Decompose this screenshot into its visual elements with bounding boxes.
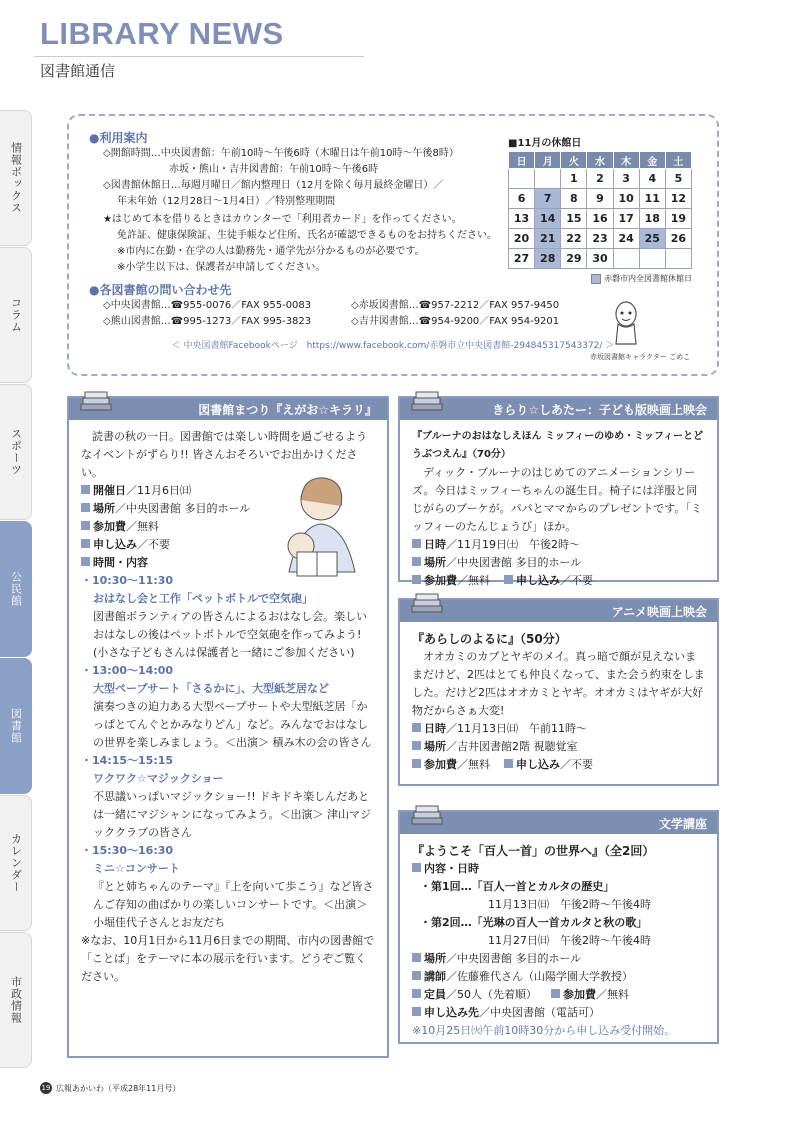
session-1-title: ・第1回…「百人一首とカルタの歴史」 (420, 880, 615, 893)
books-icon (410, 388, 444, 416)
card-notice: ★はじめて本を借りるときはカウンターで「利用者カード」を作ってください。 (103, 214, 462, 225)
festival-intro: 読書の秋の一日。図書館では楽しい時間を過ごせるようなイベントがずらり!! 皆さんおそろいでお出かけください。 (81, 430, 367, 479)
facebook-link[interactable]: ＜ 中央図書館Facebookページ https://www.facebook.com/赤磐市立中央図書館-294845317543372/ ＞ (171, 341, 615, 351)
anime-place: 場所／吉井図書館2階 視聴覚室 (412, 738, 705, 756)
session-2-title: ・第2回…「光琳の百人一首カルタと秋の歌」 (420, 916, 648, 929)
calendar-closed-day: 28 (535, 249, 561, 269)
lecture-course-title: 『ようこそ「百人一首」の世界へ』（全2回） (412, 844, 655, 858)
page-number: 19 (41, 1084, 51, 1092)
closed-days: ◇図書館休館日…毎週月曜日／館内整理日（12月を除く毎月最終金曜日）／ (103, 180, 444, 191)
festival-time-label: 時間・内容 (81, 554, 271, 572)
calendar-day: 15 (561, 209, 587, 229)
calendar-day: 6 (509, 189, 535, 209)
calendar-day: 24 (613, 229, 639, 249)
anime-date: 日時／11月13日㈰ 午前11時〜 (412, 720, 705, 738)
festival-note: ※なお、10月1日から11月6日までの期間、市内の図書館で「ことば」をテーマに本の展示を行います。どうぞご覧ください。 (81, 934, 375, 983)
calendar-day: 20 (509, 229, 535, 249)
calendar-closed-day: 7 (535, 189, 561, 209)
program-item: ・15:30〜16:30 ミニ☆コンサート 『とと姉ちゃんのテーマ』『上を向いて歩こう』など皆さんご存知の曲ばかりの楽しいコンサートです。＜出演＞ 小堀佳代子さんとお友だち (81, 844, 374, 929)
kirari-body (400, 420, 717, 598)
calendar-closed-day: 21 (535, 229, 561, 249)
kirari-film-title: 『ブルーナのおはなしえほん ミッフィーのゆめ・ミッフィーとどうぶつえん』（70分） (412, 431, 704, 460)
festival-place: 場所／中央図書館 多目的ホール (81, 500, 271, 518)
calendar-day: 10 (613, 189, 639, 209)
calendar-closed-day: 14 (535, 209, 561, 229)
contact-akasaka: ◇赤坂図書館…☎957-2212／FAX 957-9450 (351, 300, 560, 311)
calendar-day: 17 (613, 209, 639, 229)
calendar-day (665, 249, 691, 269)
calendar-day: 29 (561, 249, 587, 269)
calendar-day-header: 水 (587, 152, 613, 169)
kirari-panel (398, 396, 719, 587)
calendar-day: 4 (639, 169, 665, 189)
books-icon (410, 590, 444, 618)
calendar-day: 5 (665, 169, 691, 189)
calendar-day: 26 (665, 229, 691, 249)
festival-date: 開催日／11月6日㈰ (81, 482, 271, 500)
anime-body (400, 622, 717, 782)
legend-swatch (591, 274, 601, 284)
calendar-day (613, 249, 639, 269)
kirari-title: きらり☆しあたー：子ども版映画上映会 (492, 403, 707, 417)
legend-label: 赤磐市内全図書館休館日 (604, 274, 692, 283)
tab-library[interactable]: 図書館 (0, 658, 32, 794)
calendar-day-header: 火 (561, 152, 587, 169)
lecture-capacity-fee: 定員／50人（先着順） 参加費／無料 (412, 986, 705, 1004)
kirari-header (400, 398, 717, 420)
kirari-place: 場所／中央図書館 多目的ホール (412, 554, 705, 572)
calendar-day (509, 169, 535, 189)
header-divider (34, 56, 364, 57)
festival-apply: 申し込み／不要 (81, 536, 271, 554)
program-item: ・13:00〜14:00 大型ペープサート「さるかに」、大型紙芝居など 演奏つきの迫力ある大型ペープサートや大型紙芝居「かっぱとてんぐとかみなりどん」など。みんなでおはなしの世界を楽しみましょう。＜出演＞ 積み木の会の皆さん (81, 664, 372, 749)
calendar-day: 30 (587, 249, 613, 269)
calendar-week (509, 169, 692, 189)
calendar-week (509, 209, 692, 229)
contact-yoshii: ◇吉井図書館…☎954-9200／FAX 954-9201 (351, 316, 560, 327)
calendar-day: 2 (587, 169, 613, 189)
lecture-note: ※10月25日㈫午前10時30分から申し込み受付開始。 (412, 1024, 676, 1037)
session-2-date: 11月27日㈰ 午後2時〜午後4時 (488, 934, 651, 947)
calendar-day: 13 (509, 209, 535, 229)
lecture-content-label: 内容・日時 (412, 860, 705, 878)
tab-calendar[interactable]: カレンダー (0, 795, 32, 931)
anime-panel (398, 598, 719, 786)
lecture-place: 場所／中央図書館 多目的ホール (412, 950, 705, 968)
calendar-day: 23 (587, 229, 613, 249)
festival-panel (67, 396, 389, 1058)
contact-chuo: ◇中央図書館…☎955-0076／FAX 955-0083 (103, 300, 312, 311)
program-item: ・10:30〜11:30 おはなし会と工作「ペットボトルで空気砲」 図書館ボランティアの皆さんによるおはなし会。楽しいおはなしの後はペットボトルで空気砲を作ってみよう! (小さな子どもさんは保護者と一緒にご参加ください) (81, 574, 368, 659)
calendar-day: 18 (639, 209, 665, 229)
calendar-day: 22 (561, 229, 587, 249)
page-title: LIBRARY NEWS (40, 16, 284, 51)
calendar-week (509, 229, 692, 249)
calendar-week (509, 249, 692, 269)
calendar-day (535, 169, 561, 189)
closed-days-cont: 年末年始（12月28日〜1月4日）／特別整理期間 (117, 196, 336, 207)
lecture-title: 文学講座 (658, 817, 707, 831)
calendar-day: 3 (613, 169, 639, 189)
calendar-day: 9 (587, 189, 613, 209)
books-icon (410, 802, 444, 830)
books-icon (79, 388, 113, 416)
program-list (81, 572, 375, 932)
card-resident-note: ※市内に在勤・在学の人は勤務先・通学先が分かるものが必要です。 (117, 246, 425, 257)
festival-body (69, 420, 387, 994)
calendar-day-header: 日 (509, 152, 535, 169)
kirari-fee-apply: 参加費／無料 申し込み／不要 (412, 572, 705, 590)
mascot-illustration (606, 300, 646, 348)
tab-community-hall[interactable]: 公民館 (0, 521, 32, 657)
page-footer (40, 1082, 180, 1094)
anime-description: オオカミのカブとヤギのメイ。真っ暗で顔が見えないままだけど、2匹はとても仲良くなって、また会う約束をしました。だけど2匹はオオカミとヤギ。オオカミはヤギが大好物だからさぁ大変! (412, 650, 705, 717)
lecture-lecturer: 講師／佐藤雅代さん（山陽学園大学教授） (412, 968, 705, 986)
anime-fee-apply: 参加費／無料 申し込み／不要 (412, 756, 705, 774)
calendar-day: 8 (561, 189, 587, 209)
publication-name: 広報あかいわ（平成28年11月号） (56, 1083, 181, 1093)
contact-heading: ●各図書館の問い合わせ先 (89, 283, 232, 297)
calendar-day: 16 (587, 209, 613, 229)
calendar-day: 1 (561, 169, 587, 189)
tab-column[interactable]: コラム (0, 247, 32, 383)
side-tabs (0, 110, 32, 1069)
page-subtitle: 図書館通信 (40, 62, 116, 80)
anime-title: アニメ映画上映会 (611, 605, 707, 619)
kirari-description: ディック・ブルーナのはじめてのアニメーションシリーズ。今日はミッフィーちゃんの誕生日。椅子には洋服と同じがらのブーケが。パパとママからのプレゼントです。「ミッフィーのたんじょうび」ほか。 (412, 466, 702, 533)
tab-info-box[interactable]: 情報ボックス (0, 110, 32, 246)
tab-sports[interactable]: スポーツ (0, 384, 32, 520)
calendar-day (639, 249, 665, 269)
lecture-header (400, 812, 717, 834)
calendar-day-header: 木 (613, 152, 639, 169)
session-1-date: 11月13日㈰ 午後2時〜午後4時 (488, 898, 651, 911)
opening-hours: ◇開館時間…中央図書館：午前10時〜午後6時（木曜日は午前10時〜午後8時） (103, 148, 459, 159)
festival-title: 図書館まつり『えがお☆キラリ』 (198, 403, 377, 417)
lecture-body (400, 834, 717, 1048)
calendar-day: 12 (665, 189, 691, 209)
lecture-panel (398, 810, 719, 1044)
kirari-date: 日時／11月19日㈯ 午後2時〜 (412, 536, 705, 554)
opening-hours-branches: 赤坂・熊山・吉井図書館：午前10時〜午後6時 (169, 164, 379, 175)
mascot-caption: 赤坂図書館キャラクター ごめこ (590, 353, 691, 361)
calendar-week (509, 189, 692, 209)
closed-days-calendar (508, 134, 692, 284)
calendar-day: 19 (665, 209, 691, 229)
anime-header (400, 600, 717, 622)
calendar-table (508, 151, 692, 269)
calendar-day: 11 (639, 189, 665, 209)
reading-illustration (269, 472, 365, 582)
contact-kumayama: ◇熊山図書館…☎995-1273／FAX 995-3823 (103, 316, 312, 327)
calendar-legend (508, 273, 692, 284)
calendar-title: ■11月の休館日 (508, 138, 582, 149)
lecture-apply: 申し込み先／中央図書館（電話可） (412, 1004, 705, 1022)
festival-fee: 参加費／無料 (81, 518, 271, 536)
calendar-closed-day: 25 (639, 229, 665, 249)
program-item: ・14:15〜15:15 ワクワク☆マジックショー 不思議いっぱいマジックショー!! ドキドキ楽しんだあとは一緒にマジシャンになってみよう。＜出演＞ 津山マジッククラブの皆さん (81, 754, 371, 839)
calendar-day-header: 月 (535, 152, 561, 169)
anime-film-title: 『あらしのよるに』（50分） (412, 632, 567, 646)
tab-city-info[interactable]: 市政情報 (0, 932, 32, 1068)
usage-heading: ●利用案内 (89, 131, 148, 145)
calendar-day-header: 土 (665, 152, 691, 169)
card-child-note: ※小学生以下は、保護者が申請してください。 (117, 262, 326, 273)
calendar-day-header: 金 (639, 152, 665, 169)
card-id-note: 免許証、健康保険証、生徒手帳など住所、氏名が確認できるものをお持ちください。 (117, 230, 497, 241)
festival-header (69, 398, 387, 420)
calendar-day: 27 (509, 249, 535, 269)
